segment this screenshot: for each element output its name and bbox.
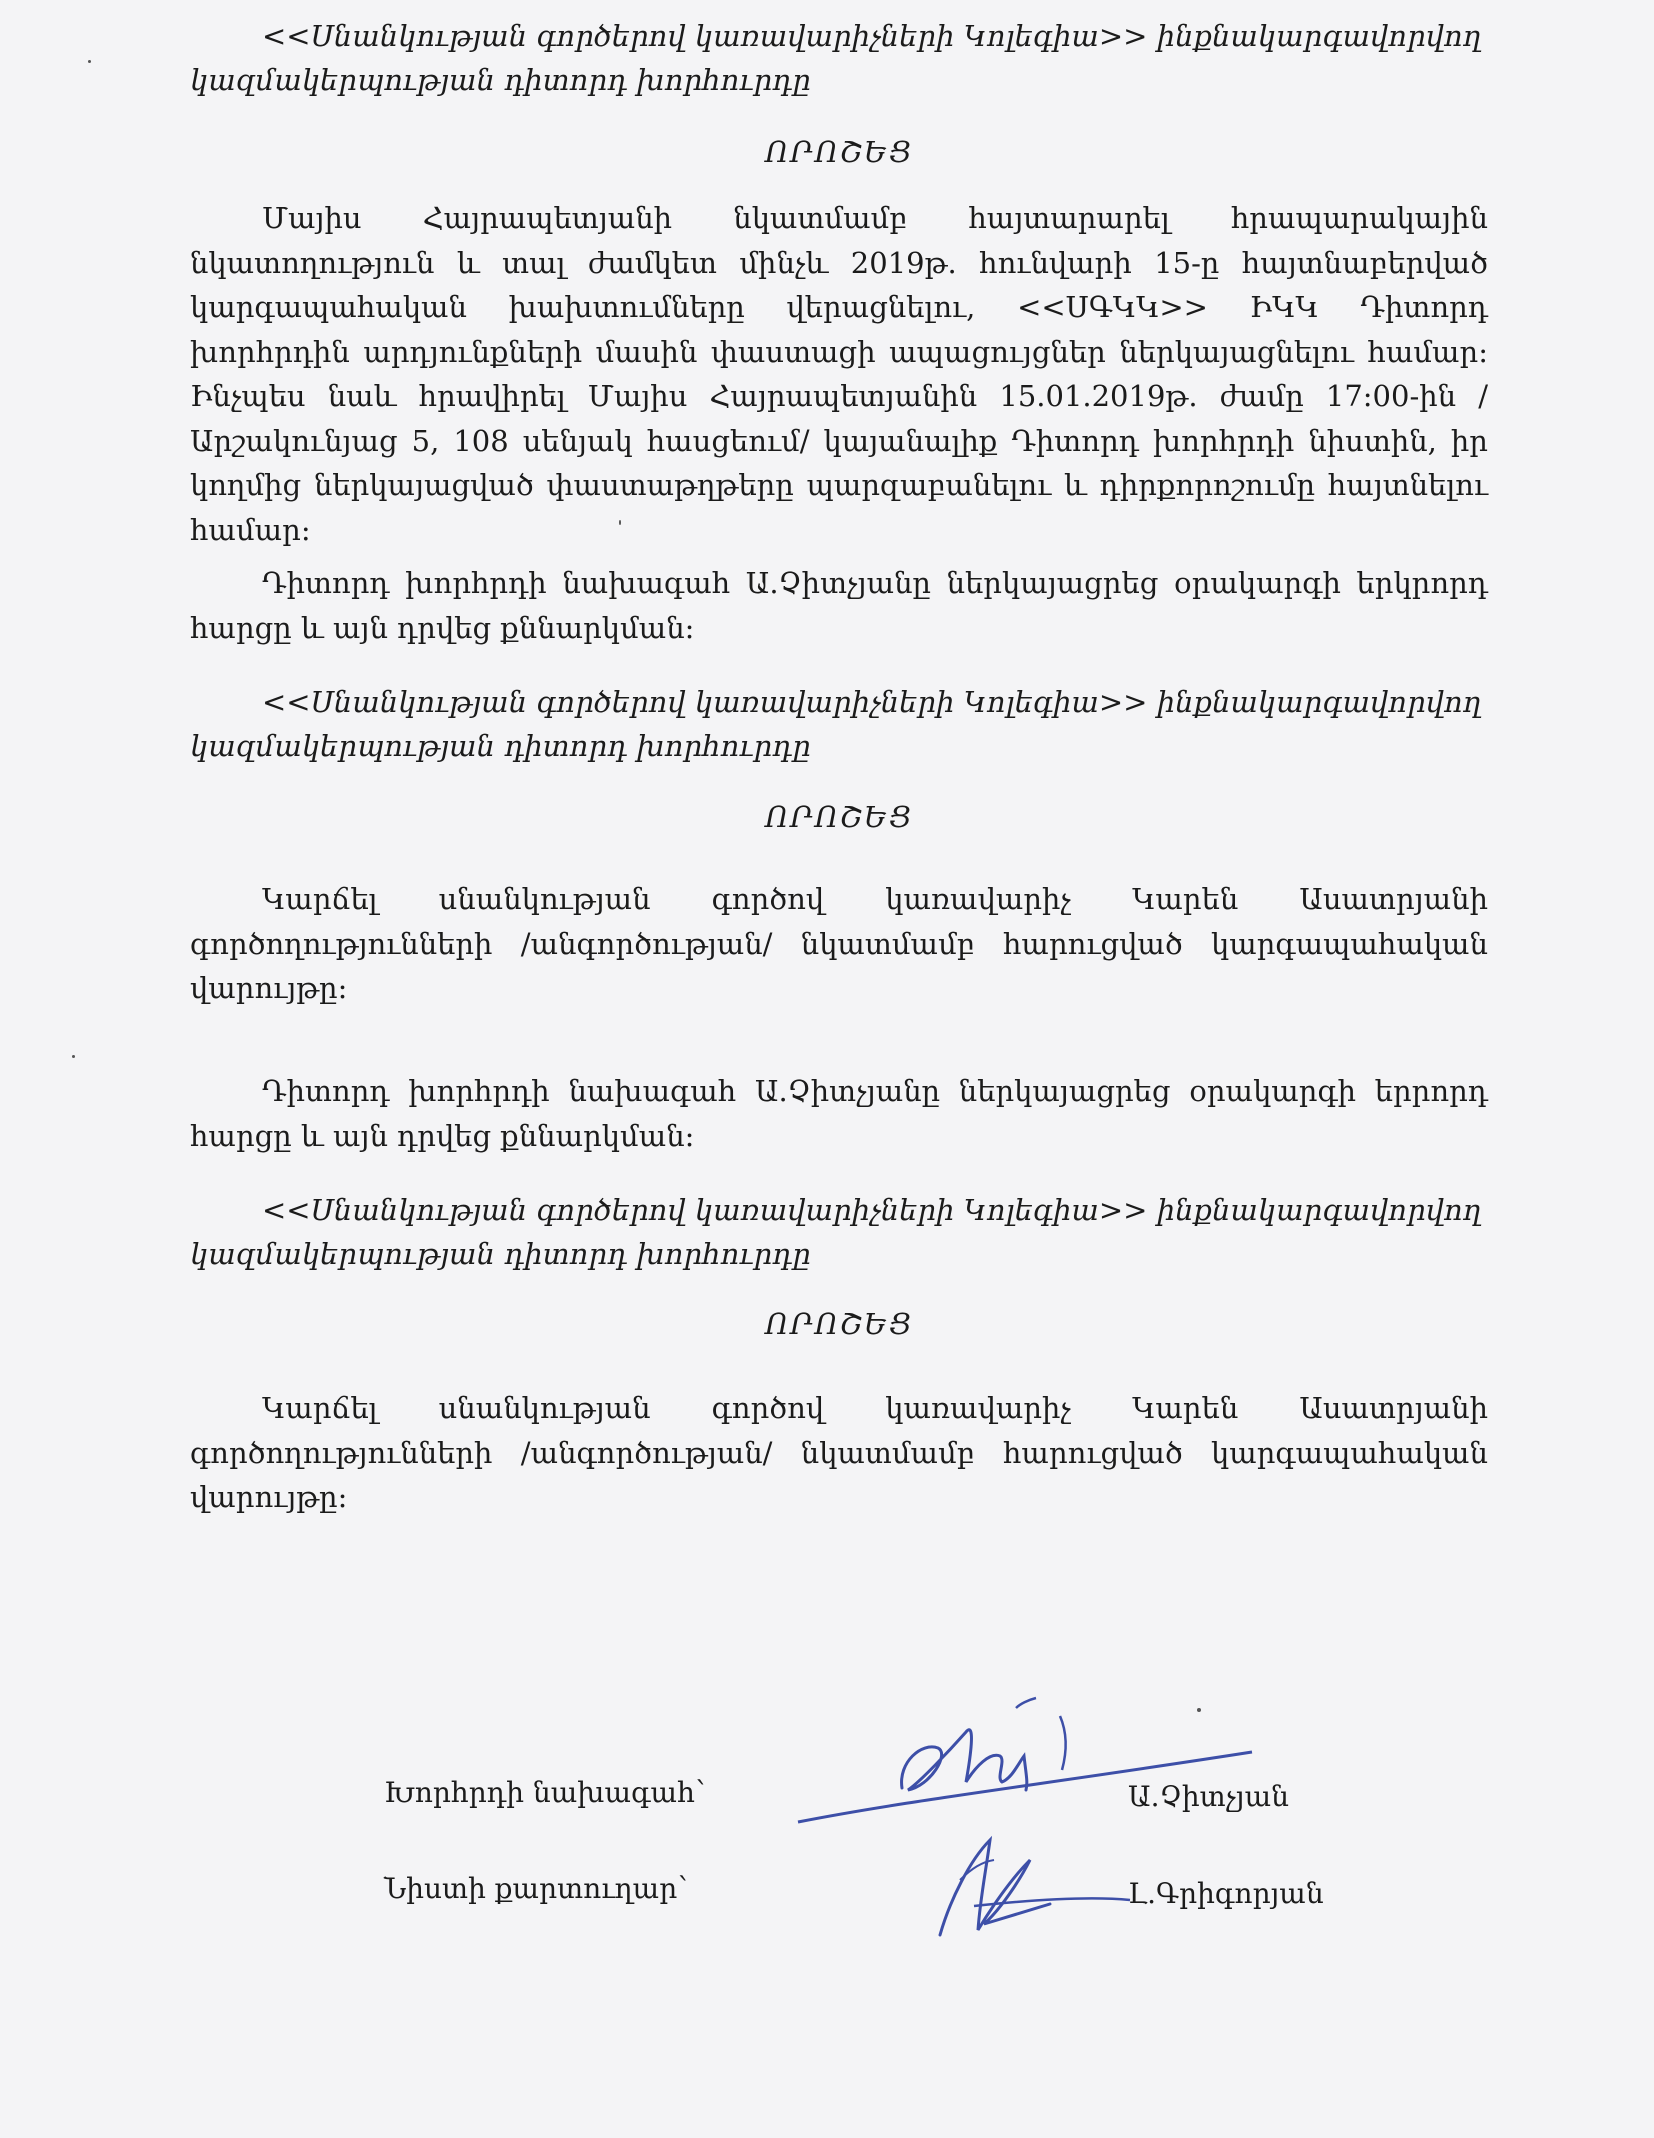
secretary-signature (920, 1820, 1140, 1950)
chair-signature (790, 1690, 1260, 1830)
scan-speck (72, 1055, 75, 1058)
paragraph-2: Դիտորդ խորհրդի նախագահ Ա.Չիտչյանը ներկայացրեց օրակարգի երկրորդ հարցը և այն դրվեց քննարկման: (190, 566, 1488, 645)
paragraph-3: Կարճել սնանկության գործով կառավարիչ Կարեն Ասատրյանի գործողությունների /անգործության/ նկատմամբ հարուցված կարգապահական վարույթը: (190, 882, 1488, 1005)
paragraph-5: Կարճել սնանկության գործով կառավարիչ Կարեն Ասատրյանի գործողությունների /անգործության/ նկատմամբ հարուցված կարգապահական վարույթը: (190, 1391, 1488, 1514)
council-heading-line-1: <<Սնանկության գործերով կառավարիչների Կոլեգիա>> ինքնակարգավորվող (262, 1193, 1482, 1227)
council-heading-line-2: կազմակերպության դիտորդ խորհուրդը (190, 729, 811, 763)
council-heading-line-1: <<Սնանկության գործերով կառավարիչների Կոլեգիա>> ինքնակարգավորվող (262, 19, 1482, 53)
decision-title-2: ՈՐՈՇԵՑ (765, 800, 913, 834)
decision-title-1: ՈՐՈՇԵՑ (765, 135, 913, 169)
paragraph-4: Դիտորդ խորհրդի նախագահ Ա.Չիտչյանը ներկայացրեց օրակարգի երրորդ հարցը և այն դրվեց քննարկման: (190, 1074, 1488, 1153)
secretary-label: Նիստի քարտուղար՝ (384, 1872, 688, 1905)
council-heading-3 (190, 1188, 1488, 1276)
chair-name: Ա.Չիտչյան (1128, 1780, 1289, 1813)
decision-title-3: ՈՐՈՇԵՑ (765, 1307, 913, 1341)
chair-label: Խորհրդի նախագահ՝ (384, 1776, 706, 1809)
scan-speck (1197, 1708, 1201, 1712)
paragraph-1: Մայիս Հայրապետյանի նկատմամբ հայտարարել հրապարակային նկատողություն և տալ ժամկետ մինչև 2019թ. հունվարի 15-ը հայտնաբերված կարգապահական խախտումները վերացնելու, <<ՍԳԿԿ>> ԻԿԿ Դիտորդ խորհրդին արդյունքների մասին փաստացի ապացույցներ ներկայացնելու համար: Ինչպես նաև հրավիրել Մայիս Հայրապետյանին 15.01.2019թ. ժամը 17:00-ին /Արշակունյաց 5, 108 սենյակ հասցեում/ կայանալիք Դիտորդ խորհրդի նիստին, իր կողմից ներկայացված փաստաթղթերը պարզաբանելու և դիրքորոշումը հայտնելու համար: (190, 201, 1488, 547)
council-heading-2 (190, 680, 1488, 768)
council-heading-line-1: <<Սնանկության գործերով կառավարիչների Կոլեգիա>> ինքնակարգավորվող (262, 685, 1482, 719)
council-heading-line-2: կազմակերպության դիտորդ խորհուրդը (190, 63, 811, 97)
secretary-name: Լ.Գրիգորյան (1128, 1877, 1324, 1910)
council-heading-1 (190, 14, 1488, 102)
scan-speck (619, 520, 621, 525)
council-heading-line-2: կազմակերպության դիտորդ խորհուրդը (190, 1237, 811, 1271)
scan-speck (88, 60, 91, 63)
